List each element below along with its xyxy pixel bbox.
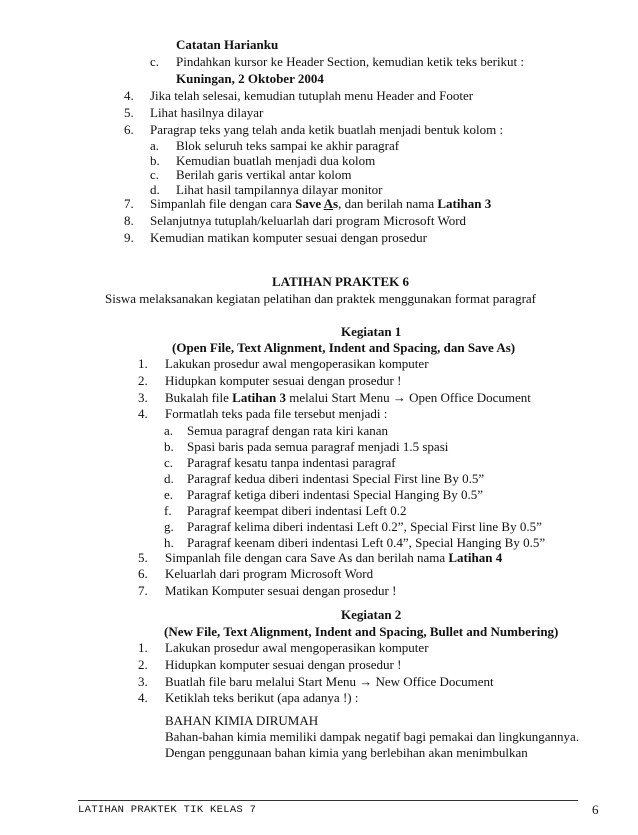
list-marker: 6. [124, 122, 134, 137]
list-item-text: Ketiklah teks berikut (apa adanya !) : [165, 690, 359, 705]
list-marker: d. [164, 471, 174, 486]
list-marker: g. [164, 519, 174, 534]
list-marker: b. [150, 152, 160, 168]
list-number: 7. [124, 196, 134, 211]
list-item-text [165, 389, 531, 406]
list-marker: 5. [124, 105, 134, 120]
list-item-text: Selanjutnya tutuplah/keluarlah dari program Microsoft Word [150, 213, 467, 228]
list-number: 1. [138, 640, 148, 655]
doc-date-line: Kuningan, 2 Oktober 2004 [176, 71, 324, 86]
list-marker: h. [164, 535, 174, 550]
list-item-text [165, 549, 502, 566]
list-number: 1. [138, 356, 148, 371]
text-run: s [333, 196, 339, 211]
text-run-bold: Latihan 3 [437, 196, 492, 211]
kegiatan-2-title: Kegiatan 2 [341, 607, 402, 622]
list-marker: f. [164, 503, 172, 518]
list-item-text: Pindahkan kursor ke Header Section, kemudian ketik teks berikut : [176, 54, 525, 69]
body-title: BAHAN KIMIA DIRUMAH [165, 713, 319, 728]
text-run-underline: A [323, 196, 334, 211]
list-item-text: Semua paragraf dengan rata kiri kanan [187, 423, 389, 438]
section-title: LATIHAN PRAKTEK 6 [272, 274, 409, 289]
list-item-text: Berilah garis vertikal antar kolom [176, 167, 352, 182]
text-run: Bukalah file [165, 390, 233, 405]
list-item-text: Lakukan prosedur awal mengoperasikan komputer [165, 356, 429, 371]
footer-rule [78, 800, 578, 801]
list-number: 2. [138, 373, 148, 388]
list-number: 3. [138, 390, 148, 405]
list-item-text [150, 195, 491, 212]
list-number: 6. [138, 566, 148, 581]
footer-text: LATIHAN PRAKTEK TIK KELAS 7 [78, 804, 257, 816]
list-marker: d. [150, 181, 160, 197]
list-number: 2. [138, 657, 148, 672]
list-item-text: Paragrap teks yang telah anda ketik buatlah menjadi bentuk kolom : [150, 122, 504, 137]
list-item-text: Lihat hasil tampilannya dilayar monitor [176, 181, 383, 197]
text-run-bold: Latihan 3 [232, 390, 286, 405]
list-item-text: Hidupkan komputer sesuai dengan prosedur ! [165, 657, 402, 672]
list-item-text: Hidupkan komputer sesuai dengan prosedur ! [165, 373, 402, 388]
text-run: melalui Start Menu → Open Office Document [285, 390, 531, 405]
text-run-bold: Latihan 4 [448, 550, 503, 565]
list-item-text: Matikan Komputer sesuai dengan prosedur ! [165, 583, 397, 598]
list-item-text: Blok seluruh teks sampai ke akhir paragraf [176, 138, 400, 153]
list-item-text: Paragraf kesatu tanpa indentasi paragraf [187, 455, 396, 470]
list-marker: c. [164, 455, 174, 470]
list-number: 4. [138, 690, 148, 705]
list-marker: a. [164, 423, 174, 438]
list-number: 5. [138, 550, 148, 565]
list-item-text: Buatlah file baru melalui Start Menu → New Office Document [165, 674, 494, 689]
text-run: , dan berilah nama [338, 196, 438, 211]
page-number: 6 [592, 802, 599, 817]
list-number: 4. [138, 406, 148, 421]
list-item-text: Kemudian buatlah menjadi dua kolom [176, 152, 376, 168]
list-number: 3. [138, 674, 148, 689]
list-item-text: Lihat hasilnya dilayar [150, 105, 264, 120]
list-item-text: Paragraf kelima diberi indentasi Left 0.2”, Special First line By 0.5” [187, 519, 542, 534]
list-item-text: Paragraf keenam diberi indentasi Left 0.4”, Special Hanging By 0.5” [187, 535, 546, 550]
text-run-bold [295, 196, 338, 211]
list-marker: c. [150, 54, 160, 69]
list-number: 8. [124, 213, 134, 228]
text-run: Save [295, 196, 324, 211]
section-intro: Siswa melaksanakan kegiatan pelatihan dan praktek menggunakan format paragraf [105, 291, 536, 306]
body-paragraph-line: Bahan-bahan kimia memiliki dampak negatif bagi pemakai dan lingkungannya. [165, 729, 580, 744]
list-item-text: Paragraf ketiga diberi indentasi Special Hanging By 0.5” [187, 487, 484, 502]
list-item-text: Lakukan prosedur awal mengoperasikan komputer [165, 640, 429, 655]
list-item-text: Keluarlah dari program Microsoft Word [165, 566, 374, 581]
list-item-text: Kemudian matikan komputer sesuai dengan prosedur [150, 230, 427, 245]
kegiatan-2-subtitle: (New File, Text Alignment, Indent and Spacing, Bullet and Numbering) [164, 624, 559, 639]
list-marker: a. [150, 138, 160, 153]
list-item-text: Formatlah teks pada file tersebut menjadi : [165, 406, 388, 421]
list-item-text: Jika telah selesai, kemudian tutuplah menu Header and Footer [150, 88, 474, 103]
list-marker: 4. [124, 88, 134, 103]
list-number: 7. [138, 583, 148, 598]
kegiatan-1-subtitle: (Open File, Text Alignment, Indent and Spacing, dan Save As) [172, 340, 516, 355]
doc-heading-catatan: Catatan Harianku [176, 37, 279, 52]
list-item-text: Paragraf kedua diberi indentasi Special First line By 0.5” [187, 471, 485, 486]
body-paragraph-line: Dengan penggunaan bahan kimia yang berlebihan akan menimbulkan [165, 745, 528, 760]
list-number: 9. [124, 230, 134, 245]
list-item-text: Spasi baris pada semua paragraf menjadi 1.5 spasi [187, 439, 449, 454]
list-marker: c. [150, 167, 160, 182]
text-run: Simpanlah file dengan cara [150, 196, 296, 211]
list-item-text: Paragraf keempat diberi indentasi Left 0.2 [187, 503, 407, 518]
list-marker: e. [164, 487, 174, 502]
list-marker: b. [164, 439, 174, 454]
text-run: Simpanlah file dengan cara Save As dan berilah nama [165, 550, 449, 565]
kegiatan-1-title: Kegiatan 1 [341, 324, 402, 339]
